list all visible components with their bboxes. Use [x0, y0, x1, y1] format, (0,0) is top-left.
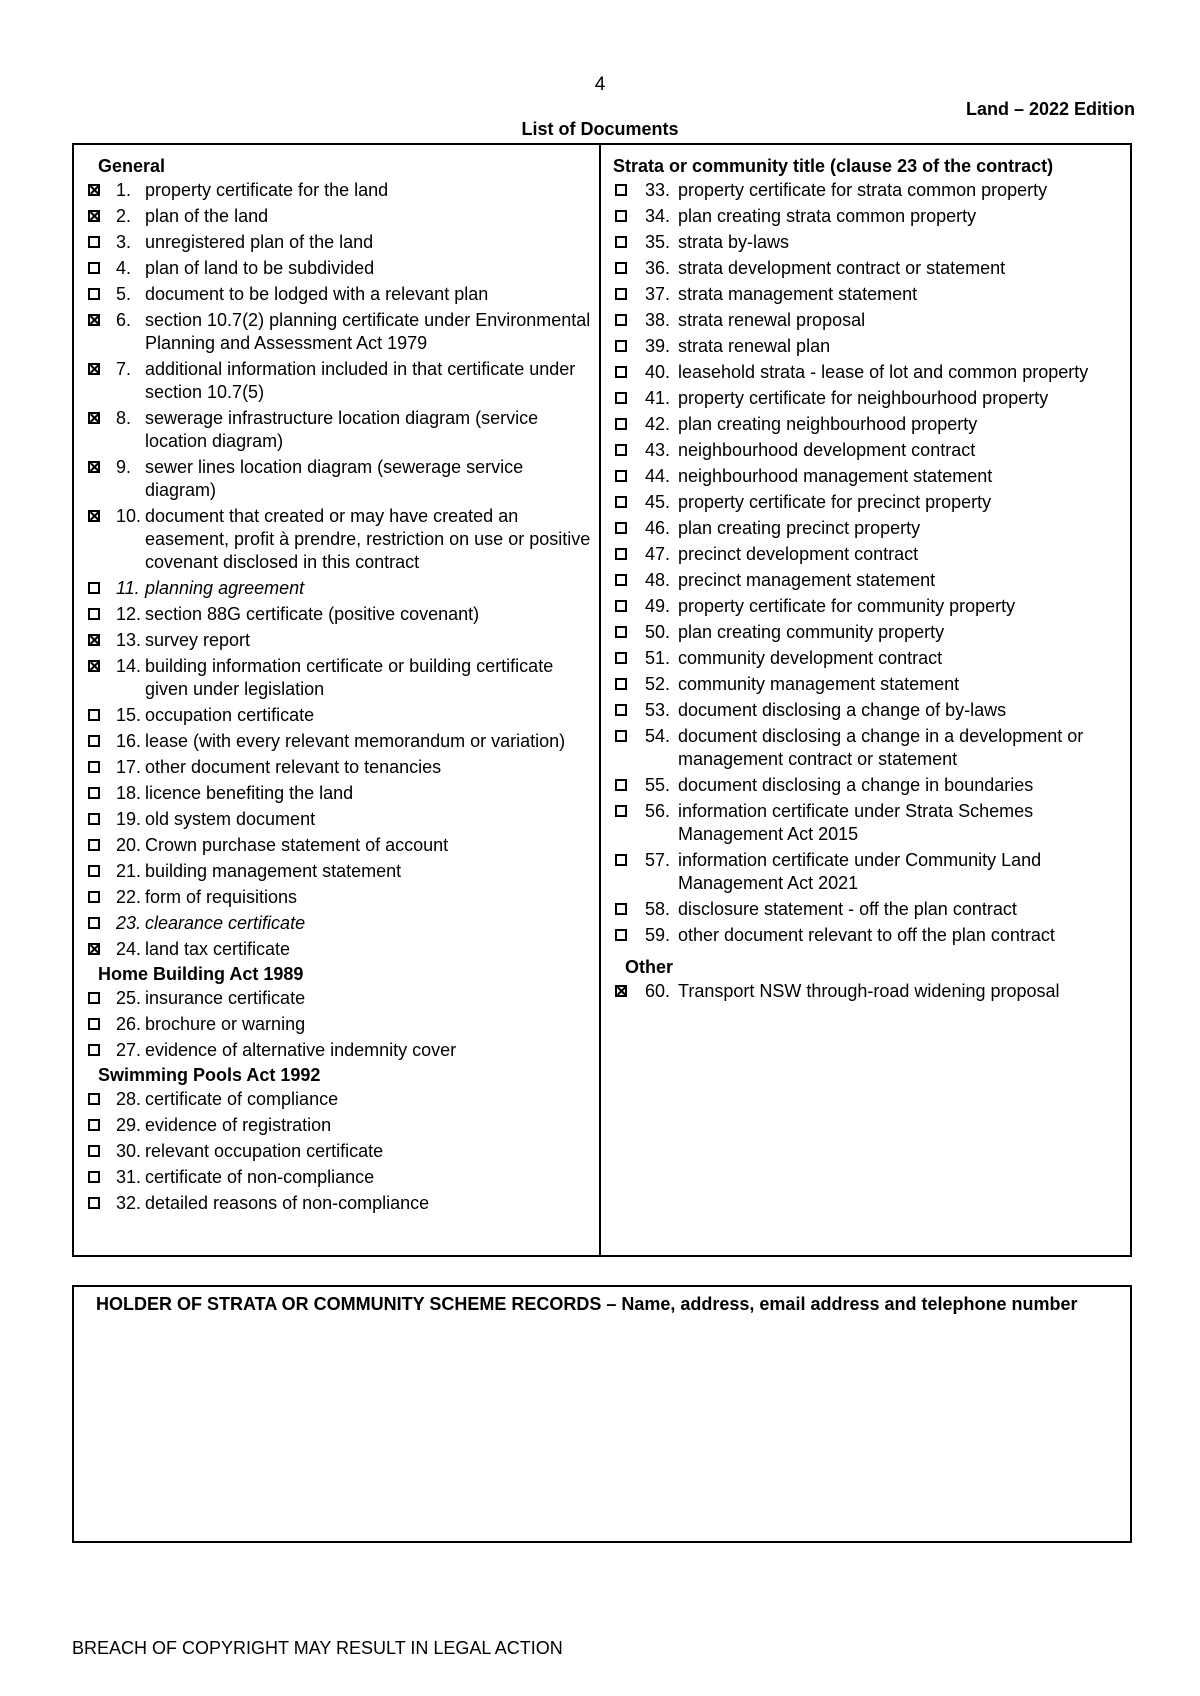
item-text: Transport NSW through-road widening proposal	[678, 981, 1060, 1001]
item-text: section 88G certificate (positive covenant)	[145, 604, 480, 624]
item-number: 57.	[645, 850, 671, 870]
item-number: 24.	[116, 939, 142, 959]
item-text: strata renewal plan	[678, 336, 831, 356]
item-number: 6.	[116, 310, 132, 330]
document-item	[601, 849, 1130, 895]
document-item	[601, 257, 1130, 280]
checkbox-icon[interactable]	[615, 418, 627, 430]
item-number: 42.	[645, 414, 671, 434]
item-number: 14.	[116, 656, 142, 676]
item-number: 16.	[116, 731, 142, 751]
item-number: 4.	[116, 258, 132, 278]
item-number: 19.	[116, 809, 142, 829]
item-text: additional information included in that certificate under section 10.7(5)	[145, 359, 576, 402]
item-number: 36.	[645, 258, 671, 278]
item-number: 55.	[645, 775, 671, 795]
holder-records-heading: HOLDER OF STRATA OR COMMUNITY SCHEME RECORDS – Name, address, email address and telephone number	[96, 1294, 1078, 1314]
document-item	[74, 257, 599, 280]
item-number: 15.	[116, 705, 142, 725]
item-number: 49.	[645, 596, 671, 616]
item-text: strata by-laws	[678, 232, 790, 252]
item-number: 48.	[645, 570, 671, 590]
document-item	[601, 800, 1130, 846]
item-text: document disclosing a change of by-laws	[678, 700, 1007, 720]
item-number: 21.	[116, 861, 142, 881]
item-number: 11.	[116, 578, 140, 598]
document-item	[74, 730, 599, 753]
document-item	[74, 1039, 599, 1062]
document-item	[601, 595, 1130, 618]
item-text: detailed reasons of non-compliance	[145, 1193, 430, 1213]
item-number: 29.	[116, 1115, 142, 1135]
item-text: plan creating community property	[678, 622, 945, 642]
checkbox-icon[interactable]	[88, 1197, 100, 1209]
checkbox-icon[interactable]	[88, 1044, 100, 1056]
item-number: 9.	[116, 457, 132, 477]
item-text: document disclosing a change in a development or management contract or statement	[678, 726, 1084, 769]
checkbox-icon[interactable]	[615, 903, 627, 915]
document-item	[74, 1114, 599, 1137]
item-text: disclosure statement - off the plan contract	[678, 899, 1017, 919]
item-text: other document relevant to off the plan contract	[678, 925, 1055, 945]
item-text: other document relevant to tenancies	[145, 757, 442, 777]
checkbox-icon[interactable]	[88, 917, 100, 929]
checkbox-icon[interactable]	[615, 600, 627, 612]
item-number: 56.	[645, 801, 671, 821]
item-number: 7.	[116, 359, 132, 379]
checked-box-icon[interactable]	[88, 363, 100, 375]
document-item	[601, 491, 1130, 514]
holder-records-box[interactable]	[72, 1285, 1132, 1543]
document-item	[74, 629, 599, 652]
checkbox-icon[interactable]	[88, 1145, 100, 1157]
checkbox-icon[interactable]	[88, 761, 100, 773]
item-number: 59.	[645, 925, 671, 945]
item-text: property certificate for neighbourhood property	[678, 388, 1049, 408]
right-column	[601, 145, 1130, 1255]
section-heading: Strata or community title (clause 23 of the contract)	[613, 156, 1054, 176]
item-text: property certificate for the land	[145, 180, 389, 200]
document-item	[601, 231, 1130, 254]
item-text: document to be lodged with a relevant plan	[145, 284, 489, 304]
document-item	[601, 980, 1130, 1003]
item-number: 45.	[645, 492, 671, 512]
item-number: 28.	[116, 1089, 142, 1109]
item-text: plan creating precinct property	[678, 518, 921, 538]
item-text: strata renewal proposal	[678, 310, 866, 330]
item-number: 25.	[116, 988, 142, 1008]
item-text: leasehold strata - lease of lot and common property	[678, 362, 1089, 382]
checkbox-icon[interactable]	[88, 608, 100, 620]
document-item	[601, 924, 1130, 947]
item-number: 50.	[645, 622, 671, 642]
checked-box-icon[interactable]	[88, 943, 100, 955]
item-text: planning agreement	[145, 578, 305, 598]
item-number: 8.	[116, 408, 132, 428]
item-text: sewerage infrastructure location diagram (service location diagram)	[145, 408, 539, 451]
item-number: 35.	[645, 232, 671, 252]
left-column	[74, 145, 601, 1255]
copyright-footer: BREACH OF COPYRIGHT MAY RESULT IN LEGAL ACTION	[72, 1638, 563, 1658]
item-number: 12.	[116, 604, 142, 624]
checkbox-icon[interactable]	[615, 366, 627, 378]
checkbox-icon[interactable]	[88, 1093, 100, 1105]
item-text: lease (with every relevant memorandum or variation)	[145, 731, 566, 751]
checked-box-icon[interactable]	[88, 412, 100, 424]
item-number: 47.	[645, 544, 671, 564]
checkbox-icon[interactable]	[615, 314, 627, 326]
item-text: land tax certificate	[145, 939, 291, 959]
item-number: 33.	[645, 180, 671, 200]
edition-label: Land – 2022 Edition	[965, 99, 1135, 119]
document-item	[74, 577, 599, 600]
item-text: clearance certificate	[145, 913, 306, 933]
checkbox-icon[interactable]	[615, 574, 627, 586]
document-item	[74, 407, 599, 453]
item-text: precinct management statement	[678, 570, 936, 590]
document-item	[74, 886, 599, 909]
document-item	[601, 647, 1130, 670]
checkbox-icon[interactable]	[88, 582, 100, 594]
item-text: relevant occupation certificate	[145, 1141, 384, 1161]
checkbox-icon[interactable]	[615, 626, 627, 638]
checked-box-icon[interactable]	[88, 210, 100, 222]
document-item	[601, 898, 1130, 921]
checkbox-icon[interactable]	[88, 813, 100, 825]
checkbox-icon[interactable]	[88, 865, 100, 877]
checkbox-icon[interactable]	[615, 779, 627, 791]
checkbox-icon[interactable]	[615, 288, 627, 300]
item-number: 31.	[116, 1167, 142, 1187]
document-item	[74, 505, 599, 574]
item-text: precinct development contract	[678, 544, 919, 564]
document-item	[74, 808, 599, 831]
document-item	[601, 283, 1130, 306]
document-item	[601, 621, 1130, 644]
item-text: insurance certificate	[145, 988, 306, 1008]
checkbox-icon[interactable]	[615, 262, 627, 274]
document-item	[74, 179, 599, 202]
checkbox-icon[interactable]	[615, 236, 627, 248]
item-number: 5.	[116, 284, 132, 304]
checkbox-icon[interactable]	[88, 236, 100, 248]
item-text: property certificate for community property	[678, 596, 1016, 616]
document-item	[74, 1192, 599, 1215]
item-number: 39.	[645, 336, 671, 356]
checkbox-icon[interactable]	[88, 1171, 100, 1183]
item-number: 10.	[116, 506, 142, 526]
document-item	[74, 655, 599, 701]
checkbox-icon[interactable]	[88, 262, 100, 274]
section-heading: Home Building Act 1989	[98, 964, 304, 984]
item-number: 37.	[645, 284, 671, 304]
item-number: 46.	[645, 518, 671, 538]
item-number: 26.	[116, 1014, 142, 1034]
item-text: plan creating strata common property	[678, 206, 977, 226]
item-text: unregistered plan of the land	[145, 232, 374, 252]
item-number: 17.	[116, 757, 142, 777]
checkbox-icon[interactable]	[615, 210, 627, 222]
document-item	[601, 673, 1130, 696]
checkbox-icon[interactable]	[615, 470, 627, 482]
item-number: 43.	[645, 440, 671, 460]
item-number: 38.	[645, 310, 671, 330]
document-item	[601, 179, 1130, 202]
checkbox-icon[interactable]	[615, 929, 627, 941]
checkbox-icon[interactable]	[615, 184, 627, 196]
section-heading: General	[98, 156, 166, 176]
checkbox-icon[interactable]	[615, 854, 627, 866]
checkbox-icon[interactable]	[88, 839, 100, 851]
checkbox-icon[interactable]	[88, 891, 100, 903]
checkbox-icon[interactable]	[615, 444, 627, 456]
item-text: certificate of non-compliance	[145, 1167, 375, 1187]
document-item	[601, 335, 1130, 358]
item-number: 27.	[116, 1040, 142, 1060]
checkbox-icon[interactable]	[88, 288, 100, 300]
item-text: document disclosing a change in boundaries	[678, 775, 1034, 795]
checkbox-icon[interactable]	[615, 496, 627, 508]
item-number: 13.	[116, 630, 142, 650]
checkbox-icon[interactable]	[88, 1018, 100, 1030]
checkbox-icon[interactable]	[88, 1119, 100, 1131]
document-item	[74, 704, 599, 727]
document-item	[601, 725, 1130, 771]
checked-box-icon[interactable]	[88, 660, 100, 672]
checkbox-icon[interactable]	[615, 340, 627, 352]
item-text: evidence of alternative indemnity cover	[145, 1040, 457, 1060]
item-text: information certificate under Community Land Management Act 2021	[678, 850, 1042, 893]
item-text: form of requisitions	[145, 887, 298, 907]
item-text: strata management statement	[678, 284, 918, 304]
item-text: sewer lines location diagram (sewerage service diagram)	[145, 457, 524, 500]
item-text: evidence of registration	[145, 1115, 332, 1135]
document-item	[74, 456, 599, 502]
document-item	[601, 361, 1130, 384]
document-item	[601, 439, 1130, 462]
checkbox-icon[interactable]	[88, 735, 100, 747]
document-item	[74, 834, 599, 857]
item-number: 34.	[645, 206, 671, 226]
section-heading: Swimming Pools Act 1992	[98, 1065, 321, 1085]
item-text: building information certificate or building certificate given under legislation	[145, 656, 554, 699]
item-number: 2.	[116, 206, 132, 226]
item-number: 1.	[116, 180, 132, 200]
item-text: document that created or may have created an easement, profit à prendre, restriction on use or positive covenant disclosed in this contract	[145, 506, 591, 572]
item-number: 41.	[645, 388, 671, 408]
document-item	[74, 912, 599, 935]
document-item	[601, 309, 1130, 332]
item-number: 60.	[645, 981, 671, 1001]
item-number: 51.	[645, 648, 671, 668]
item-text: licence benefiting the land	[145, 783, 354, 803]
item-number: 22.	[116, 887, 142, 907]
item-number: 40.	[645, 362, 671, 382]
page-number: 4	[594, 74, 606, 95]
checked-box-icon[interactable]	[88, 461, 100, 473]
document-item	[601, 387, 1130, 410]
checked-box-icon[interactable]	[88, 314, 100, 326]
item-text: certificate of compliance	[145, 1089, 339, 1109]
document-item	[74, 938, 599, 961]
documents-table	[72, 143, 1132, 1257]
item-text: plan creating neighbourhood property	[678, 414, 978, 434]
document-item	[601, 205, 1130, 228]
checkbox-icon[interactable]	[615, 678, 627, 690]
item-text: plan of the land	[145, 206, 269, 226]
section-heading: Other	[625, 957, 674, 977]
item-number: 18.	[116, 783, 142, 803]
document-item	[74, 1088, 599, 1111]
item-text: community development contract	[678, 648, 943, 668]
item-number: 20.	[116, 835, 142, 855]
item-number: 53.	[645, 700, 671, 720]
document-item	[601, 543, 1130, 566]
item-number: 23.	[116, 913, 142, 933]
item-text: property certificate for strata common property	[678, 180, 1048, 200]
document-item	[74, 756, 599, 779]
document-item	[74, 782, 599, 805]
checkbox-icon[interactable]	[615, 730, 627, 742]
checkbox-icon[interactable]	[615, 522, 627, 534]
document-item	[74, 231, 599, 254]
item-number: 58.	[645, 899, 671, 919]
item-text: Crown purchase statement of account	[145, 835, 449, 855]
item-text: neighbourhood development contract	[678, 440, 976, 460]
item-text: building management statement	[145, 861, 402, 881]
checkbox-icon[interactable]	[615, 704, 627, 716]
item-text: occupation certificate	[145, 705, 315, 725]
item-text: information certificate under Strata Schemes Management Act 2015	[678, 801, 1034, 844]
document-item	[601, 517, 1130, 540]
document-title: List of Documents	[521, 119, 679, 139]
checked-box-icon[interactable]	[88, 184, 100, 196]
item-text: strata development contract or statement	[678, 258, 1006, 278]
document-item	[601, 774, 1130, 797]
document-item	[601, 465, 1130, 488]
checkbox-icon[interactable]	[88, 992, 100, 1004]
document-item	[74, 358, 599, 404]
item-number: 52.	[645, 674, 671, 694]
checkbox-icon[interactable]	[615, 548, 627, 560]
document-item	[74, 1166, 599, 1189]
item-text: section 10.7(2) planning certificate under Environmental Planning and Assessment Act 1979	[145, 310, 591, 353]
item-text: neighbourhood management statement	[678, 466, 993, 486]
checkbox-icon[interactable]	[88, 709, 100, 721]
document-item	[601, 413, 1130, 436]
item-number: 54.	[645, 726, 671, 746]
document-item	[74, 1140, 599, 1163]
checked-box-icon[interactable]	[88, 510, 100, 522]
document-item	[74, 1013, 599, 1036]
checkbox-icon[interactable]	[615, 392, 627, 404]
document-item	[74, 860, 599, 883]
document-item	[601, 569, 1130, 592]
item-number: 3.	[116, 232, 132, 252]
checkbox-icon[interactable]	[615, 805, 627, 817]
item-text: plan of land to be subdivided	[145, 258, 375, 278]
item-text: old system document	[145, 809, 316, 829]
document-item	[74, 283, 599, 306]
document-item	[74, 603, 599, 626]
document-item	[601, 699, 1130, 722]
checkbox-icon[interactable]	[88, 787, 100, 799]
item-text: survey report	[145, 630, 251, 650]
checked-box-icon[interactable]	[615, 985, 627, 997]
item-number: 30.	[116, 1141, 142, 1161]
item-number: 32.	[116, 1193, 142, 1213]
item-text: brochure or warning	[145, 1014, 306, 1034]
document-item	[74, 309, 599, 355]
item-number: 44.	[645, 466, 671, 486]
document-item	[74, 987, 599, 1010]
document-item	[74, 205, 599, 228]
checked-box-icon[interactable]	[88, 634, 100, 646]
checkbox-icon[interactable]	[615, 652, 627, 664]
item-text: community management statement	[678, 674, 960, 694]
item-text: property certificate for precinct property	[678, 492, 992, 512]
